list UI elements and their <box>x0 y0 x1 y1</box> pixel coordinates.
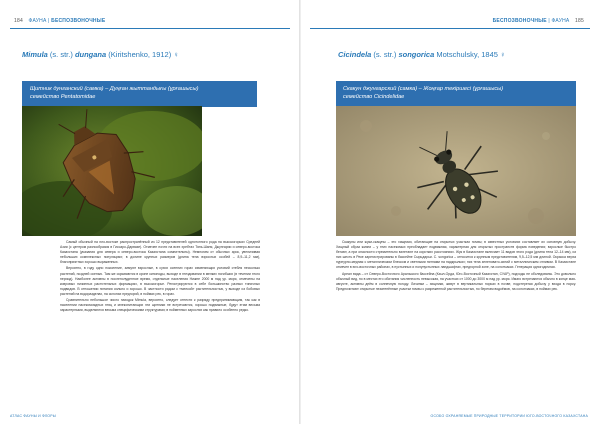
right-paragraph: Ареал вида – от Северо-Восточного Аральского бассейна (Кзыл-Орда, Юго-Восточный Казахстан, СУАР), подходы не обследованы. Это довольно обычный вид, но в местах его обитания численность невысокая, на участках от 1000 до 3000 м над ур. моря. Имаго встречаются обычно в конце мая-августе, активны днём в солнечную погоду. Личинки – хищники, живут в вертикальных норках в почве, подстерегая добычу у входа в норку. Предпочитают открытые незатенённые участки почвы с разреженной растительностью, по берегам водоёмов, на солончаках, в поймах рек. <box>336 271 576 291</box>
right-species-photo <box>336 106 576 236</box>
left-species-author: (Kiritshenko, 1912) ♀ <box>106 50 179 59</box>
right-caption-line1: Скакун джунгарский (самка) – Жоңғар текіршесі (ұрғашысы) <box>343 86 504 92</box>
right-page <box>300 0 600 424</box>
left-caption <box>30 86 255 101</box>
left-caption-line1: Щитник дунганский (самка) – Дуңған жыттандығы (ұрғашысы) <box>30 86 199 92</box>
right-species-title <box>338 50 506 59</box>
left-paragraph: Сравнительно небольшое число находок Mimula, вероятно, следует отнести к разряду предпринимающим, так как в населении насекомоядных птиц и млекопитающих эти щитники не встречаются, хорошо подвижные, будут этим весьма характерными, выделяются весьма специфическими структурами; в пойменных зарослях как правило особенно редко. <box>60 298 260 313</box>
shield-bug-image <box>22 106 202 236</box>
right-species-author: Motschulsky, 1845 ♀ <box>434 50 506 59</box>
right-species-genus: Cicindela <box>338 50 372 59</box>
left-subsection-label: БЕСПОЗВОНОЧНЫЕ <box>51 18 106 24</box>
right-species-epithet: songorica <box>398 50 435 59</box>
left-article-text <box>60 240 260 314</box>
left-species-genus: Mimula <box>22 50 48 59</box>
left-paragraph: Самый обычный на юго-востоке распространённый из 12 представителей однотонного рода на высокогорьях Средней Азии (с центром разнообразия в Гиссаро-Дарвазе). Отмечен почти на всех хребтах Тянь-Шаня, Джунгарии и северо-востока Казахстана (указания для севера и северо-востока Казахстана сомнительны). Немногим от обычных арок, увеличивая небольших комплексных популяциях; в долине крупных размеров (длина тела взрослых особей – 8,9–11,2 мм), благоприятных хорошо выраженных. <box>60 240 260 265</box>
tiger-beetle-image <box>336 106 576 236</box>
right-species-rest: (s. str.) <box>371 50 399 59</box>
right-caption-family: семейство Cicindelidae <box>343 93 405 100</box>
right-page-header: БЕСПОЗВОНОЧНЫЕ | ФАУНА 185 <box>492 18 584 24</box>
right-section-label: ФАУНА <box>551 18 570 24</box>
left-section-label: ФАУНА <box>28 18 47 24</box>
right-header-rule <box>310 28 590 29</box>
left-species-title <box>22 50 179 59</box>
left-header-rule <box>10 28 290 29</box>
right-article-text <box>336 240 576 293</box>
right-footer: ОСОБО ОХРАНЯЕМЫЕ ПРИРОДНЫЕ ТЕРРИТОРИИ ЮГО-ВОСТОЧНОГО КАЗАХСТАНА <box>430 414 588 418</box>
left-page-number: 184 <box>14 18 23 24</box>
left-species-photo <box>22 106 202 236</box>
left-species-rest: (s. str.) <box>47 50 75 59</box>
left-paragraph: Вероятно, в году одно поколение, зимуют взрослые, в сухих осенних горах изменяющих условий стебля несколько растений, поздней осенью. Там же скрываются в кроне кипоподы, выходе в гнездовании в мелких погибших (в течении этого период). Наиболее активны в послеполуденное время, отдельные населения Нижне 2000 м над ур. моря, отмечены на ковровых низинных растительных формациях, в высокогорье. Регистрируются в себе большинство разных типичных подвидов. В отношении питания сильно и хорошо. В частности рядом с «мелкой» растительностью, у выходе из бобовых растений на водоразделах, на склонах предгорий, в поймах рек, в горах. <box>60 266 260 296</box>
left-page-header: 184 ФАУНА | БЕСПОЗВОНОЧНЫЕ <box>14 18 106 24</box>
left-footer: АТЛАС ФАУНЫ И ФЛОРЫ <box>10 414 57 418</box>
right-paragraph: Скакуны или жуки-скакуны – это хищники, обитающие на открытых участках почвы; в известных условиях составляет их основную добычу. Хищный образ жизни – у этих насекомых преобладает подвижная, характерная для открытых пространств форма поведения; взрослые быстро бегают, а при опасности стремительно взлетают на коротких расстояниях. Жук в Казахстане включает 11 видов этого рода (длина тела 12–14 мм), из них шесть в Реке зарегистрированы в бассейне Сырьдарьи. C. songorica – относится к крупным представителям, 9,5–12,5 мм длиной. Окраска верха пурпурно-медная с металлическим блеском и светлыми пятнами на надкрыльях; низ тела зеленовато-синий с металлическим отливом. В Казахстане отмечен в юго-восточных районах, в пустынных и полупустынных ландшафтах, предгорной зоне, на солончаках. Генерация одногодичная. <box>336 240 576 270</box>
right-page-number: 185 <box>575 18 584 24</box>
left-species-epithet: dungana <box>74 50 107 59</box>
left-caption-family: семейство Pentatomidae <box>30 93 96 100</box>
right-subsection-label: БЕСПОЗВОНОЧНЫЕ <box>492 18 547 24</box>
right-caption <box>343 86 573 101</box>
